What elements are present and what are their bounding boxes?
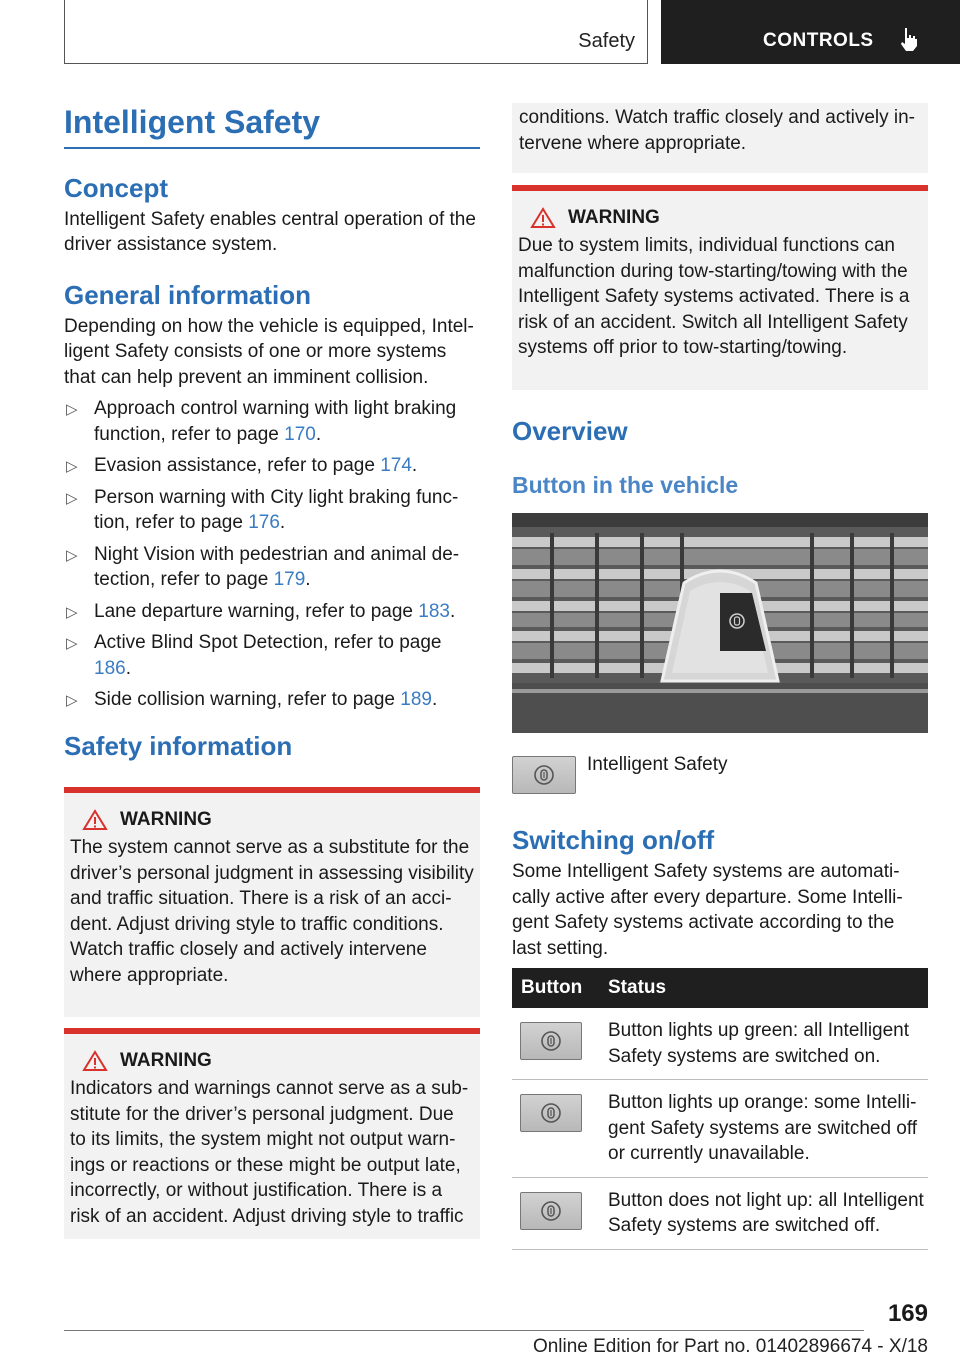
- title-rule: [64, 147, 480, 149]
- page-link[interactable]: 174: [380, 455, 412, 476]
- overview-heading: Overview: [512, 416, 628, 446]
- warning-triangle-icon: [82, 809, 108, 831]
- list-item: ▷ Approach control warning with light braking function, refer to page 170.: [66, 398, 457, 445]
- page-number: 169: [887, 1300, 928, 1327]
- hand-pointer-icon: [898, 26, 920, 52]
- list-item: ▷ Lane departure warning, refer to page 183.: [64, 599, 480, 625]
- switching-heading: Switching on/off: [512, 825, 715, 855]
- page-link[interactable]: 186: [94, 657, 126, 679]
- page-link[interactable]: 189: [400, 689, 432, 710]
- header-section-title: Safety: [578, 30, 635, 52]
- button-off-icon: [520, 1192, 582, 1230]
- continued-warning-box: [512, 103, 928, 173]
- triangle-bullet-icon: ▷: [66, 603, 78, 621]
- status-text: Button lights up green: all Intelligent Safety systems are switched on.: [608, 1008, 928, 1080]
- general-info-text: Depending on how the vehicle is equipped, Intel-ligent Safety consists of one or more systems that can help prevent an imminent collision.: [64, 315, 474, 388]
- status-text: Button lights up orange: some Intelli-gent Safety systems are switched off or currently unavailable.: [608, 1080, 928, 1178]
- page-link[interactable]: 179: [273, 569, 306, 590]
- warning-triangle-icon: [530, 207, 556, 229]
- page-link[interactable]: 176: [248, 512, 280, 533]
- header-frame: [64, 0, 648, 64]
- warning-text: Due to system limits, individual functions can malfunction during tow-starting/towing with the Intelligent Safety systems activated. There is a risk of an accident. Switch all Intelligent Safety systems off prior to tow-starting/towing.: [518, 235, 910, 358]
- button-in-vehicle-heading: Button in the vehicle: [512, 472, 739, 498]
- continued-warning-text: conditions. Watch traffic closely and actively in-tervene where appropriate.: [519, 107, 916, 154]
- list-item: ▷ Side collision warning, refer to page 189.: [64, 687, 480, 713]
- system-list: [64, 396, 480, 713]
- header-chapter-tab[interactable]: [661, 0, 960, 64]
- list-item: ▷ Night Vision with pedestrian and animal de-tection, refer to page 179.: [66, 543, 460, 590]
- safety-info-heading: Safety information: [64, 730, 293, 761]
- button-orange-icon: [520, 1094, 582, 1132]
- general-info-heading: General information: [64, 279, 312, 310]
- column-header-status: Status: [608, 968, 928, 1008]
- triangle-bullet-icon: ▷: [66, 489, 78, 507]
- warning-box: [512, 185, 928, 390]
- warning-box: [64, 1028, 480, 1239]
- button-green-icon: [520, 1022, 582, 1060]
- header-chapter-label: CONTROLS: [763, 30, 874, 51]
- triangle-bullet-icon: ▷: [66, 401, 78, 418]
- vehicle-button-photo: [512, 513, 928, 733]
- warning-red-bar: [512, 185, 928, 191]
- warning-text: Indicators and warnings cannot serve as a sub-stitute for the driver’s personal judgment. Due to its limits, the system might not output warn-ings or reactions or these might be output late, incorrectly, or without justification. There is a risk of an accident. Adjust driving style to traffic: [70, 1078, 469, 1227]
- concept-text: Intelligent Safety enables central operation of the driver assistance system.: [64, 208, 476, 255]
- status-table: [512, 968, 928, 1250]
- warning-title: WARNING: [82, 1050, 480, 1072]
- triangle-bullet-icon: ▷: [66, 635, 78, 652]
- footer-edition: Online Edition for Part no. 01402896674 - X/18: [532, 1336, 928, 1357]
- triangle-bullet-icon: ▷: [66, 692, 78, 709]
- warning-box: [64, 787, 480, 1017]
- warning-title: WARNING: [530, 207, 928, 229]
- page-link[interactable]: 183: [418, 600, 450, 622]
- status-text: Button does not light up: all Intelligent Safety systems are switched off.: [608, 1177, 928, 1249]
- list-item: ▷ Person warning with City light braking func-tion, refer to page 176.: [66, 486, 459, 533]
- footer-rule: [64, 1330, 864, 1331]
- warning-red-bar: [64, 1028, 480, 1034]
- table-header-row: [512, 968, 928, 1008]
- warning-title: WARNING: [82, 809, 480, 831]
- warning-red-bar: [64, 787, 480, 793]
- triangle-bullet-icon: ▷: [66, 546, 78, 564]
- warning-text: The system cannot serve as a substitute for the driver’s personal judgment in assessing visibility and traffic situation. There is a risk of an acci-dent. Adjust driving style to traffic conditions. Watch traffic closely and actively intervene where appropriate.: [70, 837, 474, 986]
- concept-heading: Concept: [64, 172, 168, 203]
- list-item: ▷ Active Blind Spot Detection, refer to page 186.: [66, 632, 442, 679]
- table-row: [512, 1177, 928, 1249]
- list-item: ▷ Evasion assistance, refer to page 174.: [64, 453, 480, 479]
- intelligent-safety-label: Intelligent Safety: [587, 754, 728, 775]
- page-title: Intelligent Safety: [64, 104, 321, 140]
- column-header-button: Button: [512, 968, 608, 1008]
- page-link[interactable]: 170: [284, 423, 316, 445]
- table-row: [512, 1080, 928, 1178]
- switching-text: Some Intelligent Safety systems are automati-cally active after every departure. Some Intelli-gent Safety systems activate according to the last setting.: [512, 861, 903, 959]
- warning-triangle-icon: [82, 1050, 108, 1072]
- table-row: [512, 1008, 928, 1080]
- left-column: [64, 104, 480, 762]
- triangle-bullet-icon: ▷: [66, 458, 78, 475]
- intelligent-safety-button-icon: [512, 756, 576, 794]
